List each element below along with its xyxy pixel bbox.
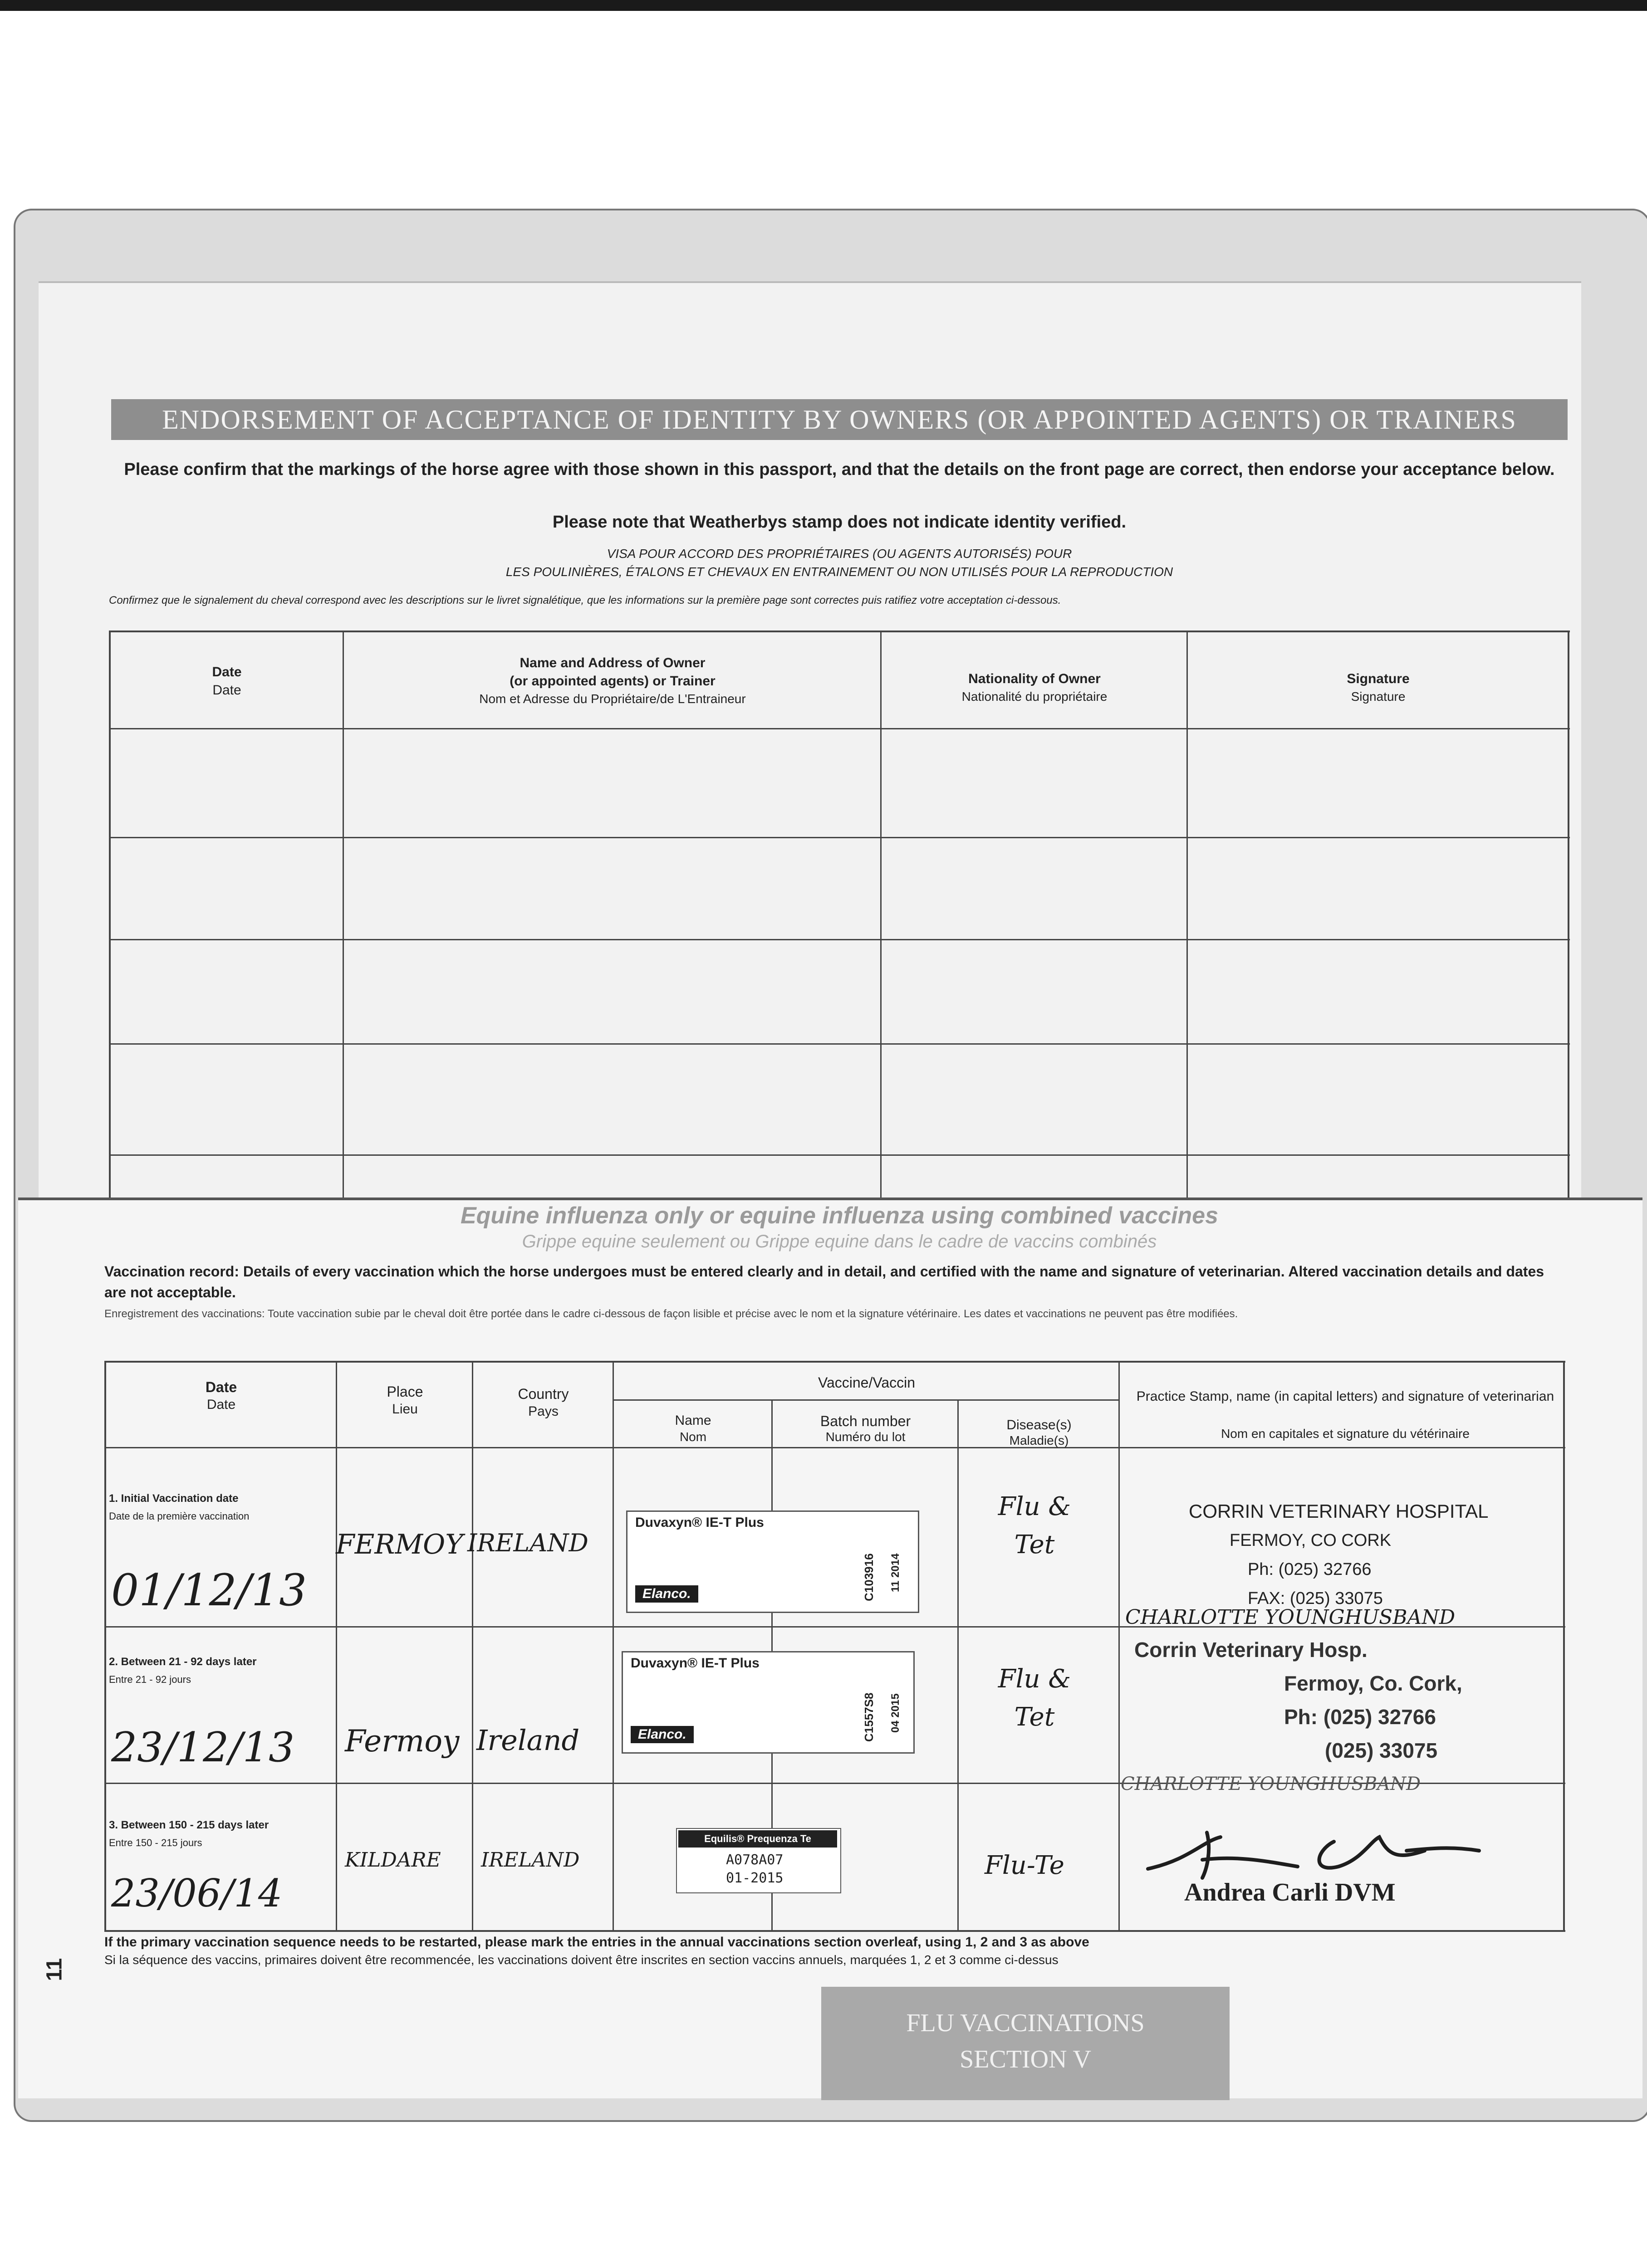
row1-brand: Elanco.: [635, 1585, 698, 1603]
row2-stamp-line2: Fermoy, Co. Cork,: [1284, 1672, 1462, 1695]
row3-vaccine-name: Equilis® Prequenza Te: [678, 1830, 837, 1848]
section-label-line1: FLU VACCINATIONS: [906, 2009, 1145, 2037]
heading-grippe: Grippe equine seulement ou Grippe equine dans le cadre de vaccins combinés: [522, 1232, 1157, 1251]
hdr-practice-fr: Nom en capitales et signature du vétérinaire: [1221, 1427, 1470, 1441]
footer-fr: Si la séquence des vaccins, primaires doivent être recommencée, les vaccinations doivent être inscrites en section vaccins annuels, marquées 1, 2 et 3 comme ci-dessus: [104, 1953, 1059, 1967]
row1-label-fr: Date de la première vaccination: [109, 1510, 250, 1522]
row2-stamp-line1: Corrin Veterinary Hosp.: [1134, 1638, 1368, 1662]
row1-stamp-line4: FAX: (025) 33075: [1248, 1589, 1383, 1608]
row1-stamp-line1: CORRIN VETERINARY HOSPITAL: [1189, 1501, 1489, 1522]
row3-vet-signature: [1134, 1823, 1506, 1887]
hdr-country-en: Country: [518, 1386, 569, 1402]
col-date-en: Date: [212, 665, 242, 679]
row3-country: IRELAND: [481, 1848, 580, 1872]
row1-date: 01/12/13: [111, 1565, 307, 1616]
row2-expiry: 04 2015: [889, 1693, 902, 1733]
row1-vet-name: CHARLOTTE YOUNGHUSBAND: [1125, 1606, 1456, 1629]
row1-disease: Flu & Tet: [998, 1492, 1071, 1559]
row3-vet-name: Andrea Carli DVM: [1184, 1878, 1396, 1906]
hdr-place-fr: Lieu: [392, 1402, 418, 1417]
hdr-practice-en: Practice Stamp, name (in capital letters) and signature of veterinarian: [1136, 1389, 1554, 1404]
row2-vet-name: CHARLOTTE YOUNGHUSBAND: [1121, 1774, 1421, 1794]
row3-disease: Flu-Te: [985, 1851, 1064, 1880]
col-nationality-en: Nationality of Owner: [968, 671, 1101, 686]
row2-vaccine-name: Duvaxyn® IE-T Plus: [631, 1656, 760, 1671]
hdr-place-en: Place: [387, 1383, 423, 1400]
footer-en: If the primary vaccination sequence needs to be restarted, please mark the entries in the annual vaccinations section overleaf, using 1, 2 and 3 as above: [104, 1935, 1089, 1950]
hdr-disease-fr: Maladie(s): [1009, 1433, 1069, 1447]
row3-label-fr: Entre 150 - 215 jours: [109, 1837, 202, 1848]
row2-stamp-line3: Ph: (025) 32766: [1284, 1705, 1436, 1729]
col-owner-en: Name and Address of Owner: [520, 655, 706, 670]
col-nationality-fr: Nationalité du propriétaire: [961, 689, 1108, 704]
row1-stamp: [1189, 1497, 1488, 1613]
col-owner-fr: Nom et Adresse du Propriétaire/de L'Entraineur: [479, 692, 746, 706]
hdr-date-fr: Date: [206, 1397, 236, 1412]
row2-brand: Elanco.: [631, 1726, 694, 1743]
row1-expiry: 11 2014: [889, 1553, 902, 1592]
row2-country: Ireland: [476, 1724, 580, 1757]
hdr-date-en: Date: [205, 1379, 237, 1395]
row3-date: 23/06/14: [111, 1871, 283, 1916]
col-signature-fr: Signature: [1351, 689, 1406, 704]
hdr-batch-en: Batch number: [820, 1413, 911, 1429]
row1-stamp-line2: FERMOY, CO CORK: [1230, 1531, 1392, 1550]
row1-label-en: 1. Initial Vaccination date: [109, 1492, 239, 1505]
instructions-en: Please confirm that the markings of the horse agree with those shown in this passport, and that the details on the front page are correct, then endorse your acceptance below.: [124, 460, 1555, 479]
col-date-fr: Date: [212, 683, 241, 698]
endorsement-banner: ENDORSEMENT OF ACCEPTANCE OF IDENTITY BY OWNERS (OR APPOINTED AGENTS) OR TRAINERS: [111, 399, 1568, 440]
visa-fr-line1: VISA POUR ACCORD DES PROPRIÉTAIRES (OU AGENTS AUTORISÉS) POUR: [607, 547, 1072, 561]
hdr-name-fr: Nom: [679, 1430, 707, 1444]
section-label-line2: SECTION V: [960, 2045, 1091, 2073]
visa-fr-line2: LES POULINIÈRES, ÉTALONS ET CHEVAUX EN ENTRAINEMENT OU NON UTILISÉS POUR LA REPRODUCTION: [505, 565, 1173, 579]
section-label: [821, 1987, 1230, 2100]
row1-place: FERMOY: [336, 1529, 463, 1560]
row2-label-en: 2. Between 21 - 92 days later: [109, 1656, 257, 1668]
row2-batch: C1557S8: [862, 1692, 876, 1742]
hdr-vaccine: Vaccine/Vaccin: [818, 1374, 916, 1391]
hdr-batch-fr: Numéro du lot: [825, 1430, 906, 1444]
row3-label-en: 3. Between 150 - 215 days later: [109, 1819, 269, 1831]
heading-influenza: Equine influenza only or equine influenza using combined vaccines: [460, 1202, 1219, 1229]
row2-label-fr: Entre 21 - 92 jours: [109, 1674, 191, 1685]
row2-place: Fermoy: [345, 1724, 460, 1759]
scan-edge: [0, 0, 1647, 11]
hdr-name-en: Name: [675, 1413, 711, 1428]
row2-stamp: [1134, 1633, 1462, 1767]
row3-expiry: 01-2015: [726, 1870, 784, 1886]
row3-place: KILDARE: [345, 1848, 441, 1872]
page-number: 11: [42, 1958, 67, 1981]
row2-stamp-line4: (025) 33075: [1325, 1739, 1438, 1762]
weatherbys-note: Please note that Weatherbys stamp does not indicate identity verified.: [552, 513, 1127, 532]
row1-stamp-line3: Ph: (025) 32766: [1248, 1560, 1372, 1579]
vaccination-record-fr: Enregistrement des vaccinations: Toute vaccination subie par le cheval doit être portée dans le cadre ci-dessous de façon lisible et précise avec le nom et la signature vétérinaire. Les dates et vaccinations ne peuvent pas être modifiées.: [104, 1308, 1238, 1320]
row3-batch: A078A07: [726, 1852, 784, 1868]
col-signature-en: Signature: [1347, 671, 1410, 686]
row1-country: IRELAND: [467, 1529, 588, 1557]
row1-batch: C103916: [862, 1553, 876, 1601]
col-owner-en2: (or appointed agents) or Trainer: [510, 674, 716, 689]
vaccination-record-en: Vaccination record: Details of every vaccination which the horse undergoes must be entered clearly and in detail, and certified with the name and signature of veterinarian. Altered vaccination details and dates are not acceptable.: [104, 1263, 1544, 1300]
row2-disease: Flu & Tet: [998, 1664, 1071, 1732]
instructions-fr: Confirmez que le signalement du cheval correspond avec les descriptions sur le livret signalétique, que les informations sur la première page sont correctes puis ratifiez votre acceptation ci-dessous.: [109, 594, 1061, 606]
row1-vaccine-name: Duvaxyn® IE-T Plus: [635, 1515, 764, 1530]
hdr-country-fr: Pays: [528, 1404, 559, 1419]
row2-date: 23/12/13: [111, 1724, 295, 1771]
hdr-disease-en: Disease(s): [1006, 1418, 1072, 1432]
